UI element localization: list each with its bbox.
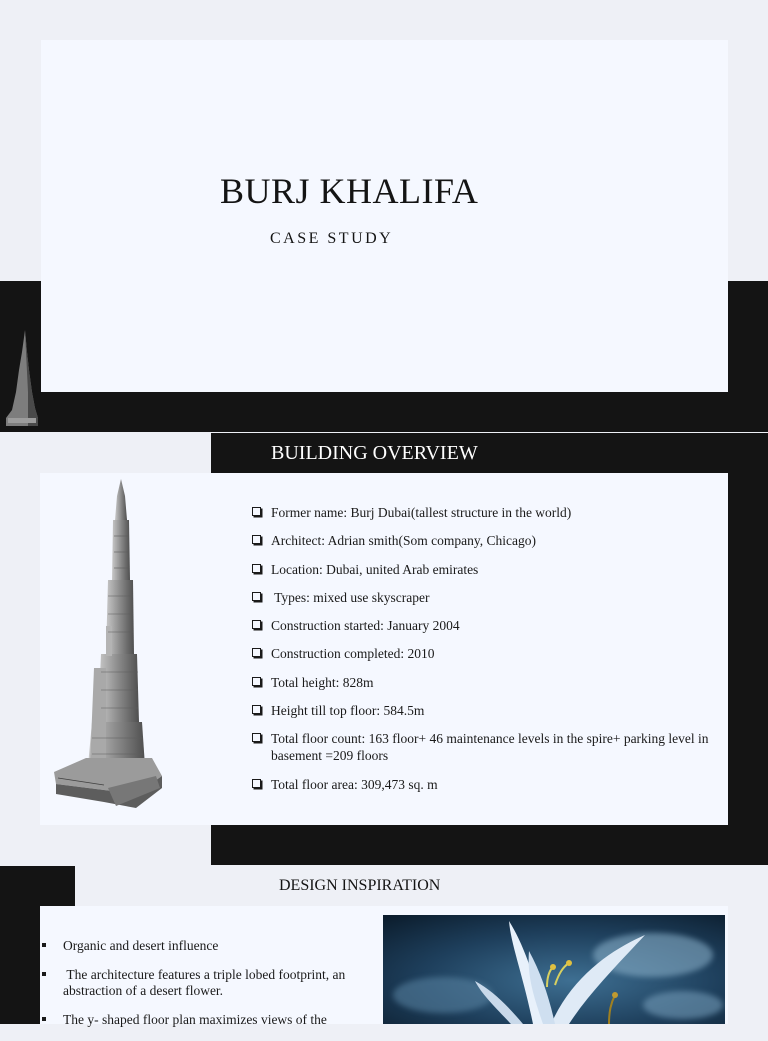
design-point-text: The architecture features a triple lobed footprint, an abstraction of a desert flower. <box>63 967 349 998</box>
fact-text: Former name: Burj Dubai(tallest structure in the world) <box>271 505 572 520</box>
fact-item <box>250 730 728 764</box>
fact-item <box>250 589 728 606</box>
fact-item <box>250 532 728 549</box>
fact-text: Construction started: January 2004 <box>271 618 460 634</box>
checkbox-bullet-icon <box>252 733 261 742</box>
design-point <box>42 967 380 999</box>
tower-thumbnail-image <box>4 330 40 430</box>
fact-text: Construction completed: 2010 <box>271 646 435 662</box>
overview-heading: BUILDING OVERVIEW <box>271 442 478 464</box>
fact-text: Types: mixed use skyscraper <box>271 589 430 605</box>
design-point-text: The y- shaped floor plan maximizes views of the <box>63 1012 327 1027</box>
building-facts-list <box>250 504 728 804</box>
design-heading: DESIGN INSPIRATION <box>279 877 441 894</box>
checkbox-bullet-icon <box>252 507 261 516</box>
presentation-subtitle: CASE STUDY <box>270 230 394 247</box>
desert-flower-photo <box>383 915 725 1024</box>
fact-text: Location: Dubai, united Arab emirates <box>271 561 479 577</box>
checkbox-bullet-icon <box>252 535 261 544</box>
design-point-text: Organic and desert influence <box>63 938 219 953</box>
checkbox-bullet-icon <box>252 592 261 601</box>
square-bullet-icon <box>42 972 46 976</box>
fact-item <box>250 776 728 793</box>
checkbox-bullet-icon <box>252 564 261 573</box>
checkbox-bullet-icon <box>252 779 261 788</box>
fact-text: Height till top floor: 584.5m <box>271 703 425 719</box>
checkbox-bullet-icon <box>252 705 261 714</box>
fact-item <box>250 702 728 719</box>
design-point <box>42 1012 380 1028</box>
checkbox-bullet-icon <box>252 620 261 629</box>
fact-text: Architect: Adrian smith(Som company, Chicago) <box>271 533 536 549</box>
design-point <box>42 938 380 954</box>
square-bullet-icon <box>42 943 46 947</box>
title-slide <box>41 40 728 392</box>
checkbox-bullet-icon <box>252 677 261 686</box>
design-points-list <box>42 938 380 1041</box>
fact-item <box>250 674 728 691</box>
fact-item <box>250 561 728 578</box>
checkbox-bullet-icon <box>252 648 261 657</box>
square-bullet-icon <box>42 1017 46 1021</box>
fact-item <box>250 645 728 662</box>
presentation-title: BURJ KHALIFA <box>220 171 479 211</box>
fact-text: Total floor area: 309,473 sq. m <box>271 776 438 792</box>
fact-item <box>250 617 728 634</box>
burj-khalifa-model-image <box>44 476 168 826</box>
fact-item <box>250 504 728 521</box>
fact-text: Total height: 828m <box>271 674 374 690</box>
fact-text: Total floor count: 163 floor+ 46 maintenance levels in the spire+ parking level in basement =209 floors <box>271 731 709 764</box>
